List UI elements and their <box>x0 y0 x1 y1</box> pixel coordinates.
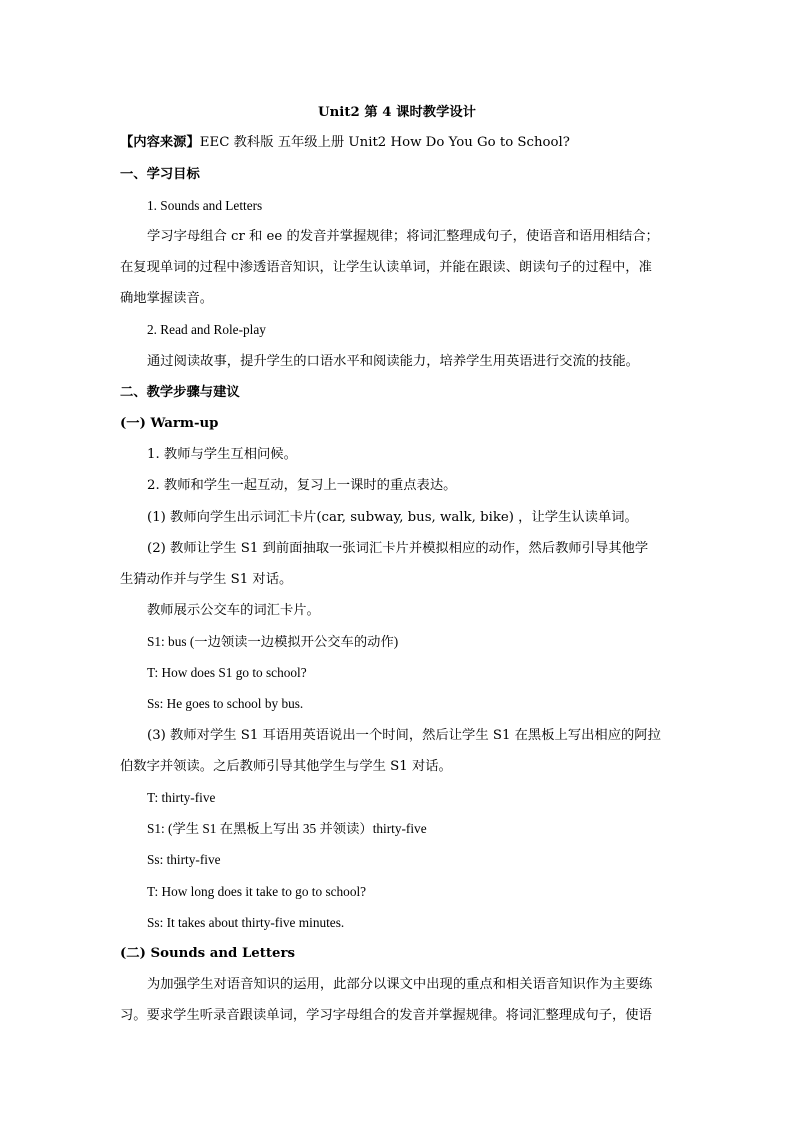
substep-item-continued: 伯数字并领读。之后教师引导其他学生与学生 S1 对话。 <box>120 759 452 774</box>
goal1-title: 1. Sounds and Letters <box>147 198 263 213</box>
doc-title: Unit2 第 4 课时教学设计 <box>318 105 476 120</box>
goal1-paragraph-line: 确地掌握读音。 <box>120 291 214 306</box>
substep-item: (3) 教师对学生 S1 耳语用英语说出一个时间，然后让学生 S1 在黑板上写出相应的阿拉 <box>147 728 661 743</box>
dialogue-line: T: How does S1 go to school? <box>147 665 307 680</box>
source-label: 【内容来源】 <box>120 135 200 150</box>
section-heading-goals: 一、学习目标 <box>120 167 200 182</box>
dialogue-line: Ss: thirty-five <box>147 852 221 867</box>
dialogue-line: S1: bus (一边领读一边模拟开公交车的动作) <box>147 634 399 649</box>
dialogue-line: Ss: It takes about thirty-five minutes. <box>147 915 345 930</box>
paragraph-line: 习。要求学生听录音跟读单词，学习字母组合的发音并掌握规律。将词汇整理成句子，使语 <box>120 1008 652 1023</box>
substep-item-continued: 生猜动作并与学生 S1 对话。 <box>120 572 293 587</box>
step-item: 1. 教师与学生互相问候。 <box>147 447 297 462</box>
goal2-title: 2. Read and Role-play <box>147 322 266 337</box>
substep-item: (2) 教师让学生 S1 到前面抽取一张词汇卡片并模拟相应的动作，然后教师引导其他学 <box>147 541 649 556</box>
dialogue-line: Ss: He goes to school by bus. <box>147 696 304 711</box>
goal1-paragraph-line: 在复现单词的过程中渗透语音知识，让学生认读单词，并能在跟读、朗读句子的过程中，准 <box>120 260 652 275</box>
dialogue-line: S1: (学生 S1 在黑板上写出 35 并领读）thirty-five <box>147 821 427 836</box>
paragraph-line: 为加强学生对语音知识的运用，此部分以课文中出现的重点和相关语音知识作为主要练 <box>147 977 653 992</box>
goal2-paragraph-line: 通过阅读故事，提升学生的口语水平和阅读能力，培养学生用英语进行交流的技能。 <box>147 354 639 369</box>
step-item: 2. 教师和学生一起互动，复习上一课时的重点表达。 <box>147 478 457 493</box>
substep-item: (1) 教师向学生出示词汇卡片(car, subway, bus, walk, bike) ，让学生认读单词。 <box>147 510 638 525</box>
part-heading-warmup: (一) Warm-up <box>120 416 219 431</box>
section-heading-steps: 二、教学步骤与建议 <box>120 385 240 400</box>
paragraph-line: 教师展示公交车的词汇卡片。 <box>147 603 320 618</box>
content-source-line <box>0 133 794 153</box>
dialogue-line: T: thirty-five <box>147 790 216 805</box>
source-text: EEC 教科版 五年级上册 Unit2 How Do You Go to School? <box>199 135 570 150</box>
dialogue-line: T: How long does it take to go to school? <box>147 884 367 899</box>
part-heading-sounds: (二) Sounds and Letters <box>120 946 295 961</box>
goal1-paragraph-line: 学习字母组合 cr 和 ee 的发音并掌握规律；将词汇整理成句子，使语音和语用相结合； <box>147 229 659 244</box>
